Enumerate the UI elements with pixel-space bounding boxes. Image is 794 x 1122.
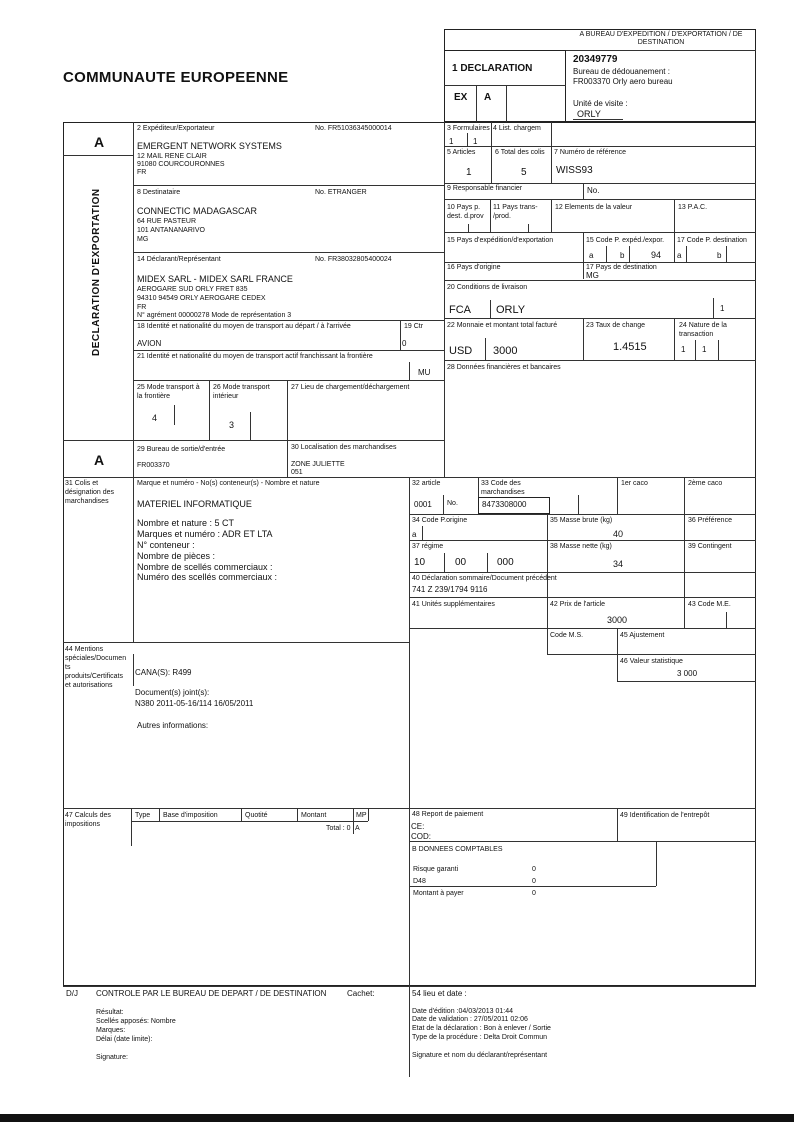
box33-label-2: marchandises: [481, 489, 525, 496]
box3-v1: 1: [449, 137, 454, 146]
box3-label: 3 Formulaires: [447, 125, 490, 132]
box13-label: 13 P.A.C.: [678, 204, 708, 211]
unite-label: Unité de visite :: [573, 99, 628, 108]
bureau-label: A BUREAU D'EXPEDITION / D'EXPORTATION / DE DESTINATION: [579, 31, 743, 46]
box38-label: 38 Masse nette (kg): [550, 543, 612, 550]
box54-label: 54 lieu et date :: [412, 989, 467, 998]
box40-label: 40 Déclaration sommaire/Document précédent: [412, 575, 557, 582]
copy-letter-top: A: [94, 134, 105, 150]
box34-a: a: [412, 530, 417, 539]
box45-label: 45 Ajustement: [620, 632, 665, 639]
caco2-label: 2ème caco: [688, 480, 723, 487]
box25-value: 4: [152, 413, 158, 423]
box15code-label: 15 Code P. expéd./expor.: [586, 237, 665, 244]
box2-label: 2 Expéditeur/Exportateur: [137, 125, 215, 132]
box23-value: 1.4515: [613, 341, 647, 353]
box33-value: 8473308000: [482, 500, 527, 509]
copy-letter-mid: A: [94, 452, 105, 468]
box32-label: 32 article: [412, 480, 441, 487]
box2-line-2: 91080 COURCOURONNES: [137, 161, 225, 168]
box44-docs-label: Document(s) joint(s):: [135, 688, 210, 697]
box36-label: 36 Préférence: [688, 517, 732, 524]
box6-label: 6 Total des colis: [495, 149, 545, 156]
box3-v2: 1: [473, 137, 478, 146]
box47-total-a: A: [355, 825, 360, 832]
box29-label: 29 Bureau de sortie/d'entrée: [137, 446, 226, 453]
box47-col-type: Type: [135, 812, 151, 819]
box9-no: No.: [587, 186, 600, 195]
box2-line-1: 12 MAIL RENE CLAIR: [137, 153, 207, 160]
box10-label-1: 10 Pays p.: [447, 204, 481, 211]
box54-line-2: Date de validation : 27/05/2011 02:06: [412, 1016, 528, 1023]
box11-label-2: /prod.: [493, 213, 511, 220]
box24-label-2: transaction: [679, 331, 714, 338]
box18-label: 18 Identité et nationalité du moyen de transport au départ / à l'arrivée: [137, 323, 351, 330]
box22-amount: 3000: [493, 345, 518, 357]
box5-label: 5 Articles: [447, 149, 476, 156]
box31-label-2: désignation des: [65, 489, 115, 496]
boxD-marques: Marques:: [96, 1027, 126, 1034]
box21-label: 21 Identité et nationalité du moyen de transport actif franchissant la frontière: [137, 353, 373, 360]
box7-value: WISS93: [556, 165, 593, 176]
box2-number: No. FR51036345000014: [315, 125, 392, 132]
caco1-label: 1er caco: [621, 480, 648, 487]
box49-label: 49 Identification de l'entrepôt: [620, 812, 710, 819]
box31-detail-5: Nombre de scellés commerciaux :: [137, 562, 273, 572]
declaration-label: 1 DECLARATION: [452, 63, 533, 74]
boxB-row-3-label: Montant à payer: [413, 890, 464, 897]
box43-label: 43 Code M.E.: [688, 601, 731, 608]
box8-line-2: 101 ANTANANARIVO: [137, 227, 205, 234]
boxB-row-2-label: D48: [413, 878, 426, 885]
box22-currency: USD: [449, 345, 473, 357]
box7-label: 7 Numéro de référence: [554, 149, 626, 156]
box17code-a: a: [677, 251, 682, 260]
box42-value: 3000: [607, 615, 628, 625]
boxD-cachet: Cachet:: [347, 989, 375, 998]
box17-value: MG: [586, 271, 599, 280]
box21-value: MU: [418, 368, 431, 377]
box44-label-3: ts: [65, 664, 71, 671]
vertical-label: DECLARATION D'EXPORTATION: [91, 188, 102, 356]
box14-name: MIDEX SARL - MIDEX SARL FRANCE: [137, 274, 293, 284]
box17code-label: 17 Code P. destination: [677, 237, 747, 244]
boxD-delai: Délai (date limite):: [96, 1036, 153, 1043]
box14-label: 14 Déclarant/Représentant: [137, 256, 221, 263]
box32-value: 0001: [414, 500, 432, 509]
box18-value: AVION: [137, 339, 162, 348]
box54-line-1: Date d'édition :04/03/2013 01:44: [412, 1008, 513, 1015]
box15code-b: b: [620, 251, 625, 260]
box40-value: 741 Z 239/1794 9116: [412, 585, 488, 594]
box19-label: 19 Ctr: [404, 323, 424, 330]
box20-incoterm: FCA: [449, 304, 471, 316]
box30-label: 30 Localisation des marchandises: [291, 444, 397, 451]
box47-col-quotite: Quotité: [245, 812, 268, 819]
unite-value: ORLY: [577, 109, 601, 119]
box37-v3: 000: [497, 557, 514, 568]
bureau-dedouanement: FR003370 Orly aero bureau: [573, 77, 673, 86]
box14-line-4: N° agrément 00000278 Mode de représentation 3: [137, 312, 292, 319]
box47-total: Total : 0: [326, 825, 351, 832]
boxB-row-3-value: 0: [532, 890, 536, 897]
box33-label-1: 33 Code des: [481, 480, 521, 487]
box2-name: EMERGENT NETWORK SYSTEMS: [137, 141, 282, 151]
box47-col-base: Base d'imposition: [163, 812, 218, 819]
decl-type-2: A: [484, 92, 492, 103]
box37-label: 37 régime: [412, 543, 444, 550]
declaration-number: 20349779: [573, 54, 618, 65]
box44-label-4: produits/Certificats: [65, 673, 123, 680]
box8-number: No. ETRANGER: [315, 189, 367, 196]
box30-value-2: 051: [291, 469, 303, 476]
box48-ce: CE:: [411, 822, 425, 831]
form-title: COMMUNAUTE EUROPEENNE: [63, 69, 289, 86]
box39-label: 39 Contingent: [688, 543, 732, 550]
box44-autres: Autres informations:: [137, 721, 209, 730]
box8-line-1: 64 RUE PASTEUR: [137, 218, 196, 225]
box35-value: 40: [613, 529, 624, 539]
box15code-value: 94: [651, 250, 662, 260]
boxD-title: CONTROLE PAR LE BUREAU DE DEPART / DE DESTINATION: [96, 989, 327, 998]
boxD-scelles: Scellés apposés: Nombre: [96, 1018, 176, 1025]
boxD-resultat: Résultat:: [96, 1009, 124, 1016]
box38-value: 34: [613, 559, 624, 569]
box44-cana: CANA(S): R499: [135, 668, 192, 677]
box37-v2: 00: [455, 557, 467, 568]
box9-label: 9 Responsable financier: [447, 185, 523, 192]
box14-line-1: AEROGARE SUD ORLY FRET 835: [137, 286, 248, 293]
box19-value: 0: [402, 339, 407, 348]
box48-cod: COD:: [411, 832, 431, 841]
box25-label-2: la frontière: [137, 393, 171, 400]
box46-label: 46 Valeur statistique: [620, 658, 683, 665]
box44-label-2: spéciales/Documen: [65, 655, 127, 662]
box14-line-2: 94310 94549 ORLY AEROGARE CEDEX: [137, 295, 266, 302]
box25-label-1: 25 Mode transport à: [137, 384, 200, 391]
boxB-row-2-value: 0: [532, 878, 536, 885]
box47-col-montant: Montant: [301, 812, 327, 819]
box12-label: 12 Elements de la valeur: [555, 204, 633, 211]
box31-label-3: marchandises: [65, 498, 109, 505]
box15code-a: a: [589, 251, 594, 260]
box46-value: 3 000: [677, 669, 698, 678]
box17-label: 17 Pays de destination: [586, 264, 657, 271]
box14-line-3: FR: [137, 304, 147, 311]
header-box-inner: [444, 50, 566, 122]
box5-value: 1: [466, 167, 472, 178]
box26-label-1: 26 Mode transport: [213, 384, 270, 391]
box26-label-2: intérieur: [213, 393, 239, 400]
box47-col-mp: MP: [356, 812, 367, 819]
box54-line-4: Type de la procédure : Delta Droit Commun: [412, 1034, 548, 1041]
box27-label: 27 Lieu de chargement/déchargement: [291, 384, 410, 391]
box31-label-1: 31 Colis et: [65, 480, 99, 487]
box28-label: 28 Données financières et bancaires: [447, 364, 561, 371]
box44-docs-value: N380 2011-05-16/114 16/05/2011: [135, 699, 254, 708]
box4-label: 4 List. chargem: [493, 125, 541, 132]
boxB-row-1-label: Risque garanti: [413, 866, 459, 873]
bureau-dedouanement-label: Bureau de dédouanement :: [573, 67, 670, 76]
box41-label: 41 Unités supplémentaires: [412, 601, 495, 608]
box15-label: 15 Pays d'expédition/d'exportation: [447, 237, 554, 244]
boxD-dj: D/J: [66, 989, 78, 998]
box31-detail-4: Nombre de pièces :: [137, 551, 216, 561]
box20-label: 20 Conditions de livraison: [447, 284, 528, 291]
box10-label-2: dest. d.prov: [447, 213, 484, 220]
box31-detail-6: Numéro des scellés commerciaux :: [137, 572, 278, 582]
box22-label: 22 Monnaie et montant total facturé: [447, 322, 558, 329]
box54-signature: Signature et nom du déclarant/représentant: [412, 1052, 548, 1059]
box26-value: 3: [229, 420, 235, 430]
scan-edge: [0, 1114, 794, 1122]
box24-v1: 1: [681, 345, 686, 354]
box24-label-1: 24 Nature de la: [679, 322, 727, 329]
boxB-row-1-value: 0: [532, 866, 536, 873]
box47-label-1: 47 Calculs des: [65, 812, 111, 819]
box29-value: FR003370: [137, 462, 170, 469]
codems-label: Code M.S.: [550, 632, 584, 639]
box14-number: No. FR38032805400024: [315, 256, 392, 263]
boxD-signature: Signature:: [96, 1054, 128, 1061]
box17code-b: b: [717, 251, 722, 260]
box8-line-3: MG: [137, 236, 149, 243]
box32-no: No.: [447, 500, 458, 507]
box44-label-5: et autorisations: [65, 682, 113, 689]
box30-value-1: ZONE JULIETTE: [291, 461, 345, 468]
box31-detail-2: Marques et numéro : ADR ET LTA: [137, 529, 273, 539]
box35-label: 35 Masse brute (kg): [550, 517, 613, 524]
box20-place: ORLY: [496, 304, 526, 316]
box20-code: 1: [720, 304, 725, 313]
boxB-label: B DONNEES COMPTABLES: [412, 846, 503, 853]
box31-header: Marque et numéro - No(s) conteneur(s) - Nombre et nature: [137, 480, 320, 487]
box2-line-3: FR: [137, 169, 147, 176]
box48-label: 48 Report de paiement: [412, 811, 484, 818]
box47-label-2: impositions: [65, 821, 101, 828]
box24-v2: 1: [702, 345, 707, 354]
box44-label-1: 44 Mentions: [65, 646, 104, 653]
box8-label: 8 Destinataire: [137, 189, 181, 196]
box8-name: CONNECTIC MADAGASCAR: [137, 206, 258, 216]
box16-label: 16 Pays d'origine: [447, 264, 501, 271]
box37-v1: 10: [414, 557, 426, 568]
box23-label: 23 Taux de change: [586, 322, 646, 329]
box11-label-1: 11 Pays trans-: [493, 204, 538, 211]
box31-description: MATERIEL INFORMATIQUE: [137, 499, 252, 509]
box34-label: 34 Code P.origine: [412, 517, 468, 524]
box31-detail-1: Nombre et nature : 5 CT: [137, 518, 235, 528]
decl-type-1: EX: [454, 92, 468, 103]
box6-value: 5: [521, 167, 527, 178]
box42-label: 42 Prix de l'article: [550, 601, 606, 608]
box54-line-3: Etat de la déclaration : Bon à enlever / Sortie: [412, 1025, 551, 1032]
box31-detail-3: N° conteneur :: [137, 540, 195, 550]
